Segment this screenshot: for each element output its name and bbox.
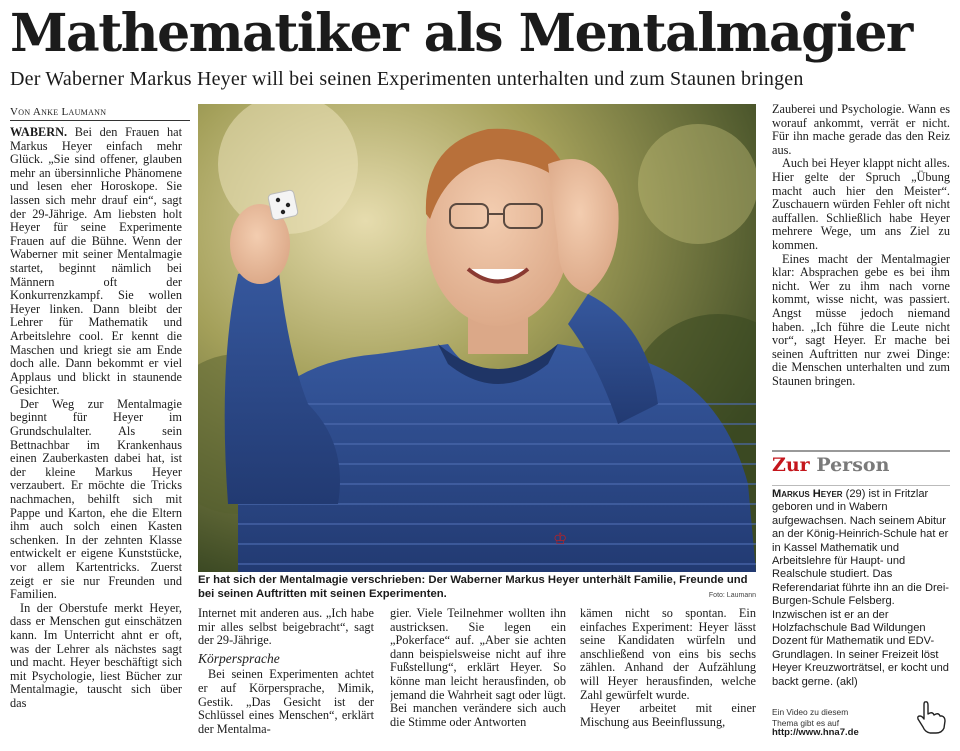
paragraph: In der Oberstufe merkt Heyer, dass er Menschen gut einschätzen kann. Im Unterricht ahnt er oft, was der Lehrer als nächstes sagt und macht. Heyer beschäftigt sich mit Psychologie, liest Bücher zur Mentalmagie, tauscht sich über das (10, 600, 182, 710)
byline: Von Anke Laumann (10, 105, 190, 121)
article-column-3 (390, 607, 566, 751)
paragraph: Bei seinen Experimenten achtet er auf Körpersprache, Mimik, Gestik. „Das Gesicht ist der Schlüssel eines Menschen“, erklärt der Mentalma- (198, 667, 374, 736)
infobox-title-red: Zur (772, 454, 810, 476)
paragraph: Eines macht der Mentalmagier klar: Absprachen gebe es bei ihm nicht. Wer zu ihm nach vorne kommt, wisse nicht, was passiert. Angst müsse jedoch niemand haben. „Ich führe die Leute nicht vor“, sagt Heyer. Er mache bei seinen Auftritten nur zwei Dinge: die Menschen unterhalten und zum Staunen bringen. (772, 251, 950, 388)
video-note-line1: Ein Video zu diesem (772, 707, 849, 717)
subheadline: Der Waberner Markus Heyer will bei seinen Experimenten unterhalten und zum Staunen bringen (10, 68, 804, 90)
paragraph: kämen nicht so spontan. Ein einfaches Experiment: Heyer lässt seine Kandidaten würfeln und anschließend von eins bis sechs zählen. Anhand der Aufzählung will Heyer herausfinden, welche Zahl gewürfelt wurde. (580, 607, 756, 702)
infobox-title-grey: Person (809, 454, 890, 476)
svg-text:♔: ♔ (553, 529, 568, 548)
article-column-4 (580, 607, 756, 751)
section-subhead: Körpersprache (198, 650, 280, 666)
paragraph: Der Weg zur Mentalmagie beginnt für Heyer im Grundschulalter. Als sein Bettnachbar im Krankenhaus einen Zauberkasten dabei hat, ist der kleine Markus Heyer verzaubert. Er möchte die Tricks nachmachen, behilft sich mit Pappe und Karton, ehe die Eltern ihm auch solch einen Kasten schenken. In der zehnten Klasse entwickelt er eigene Kunststücke, vor allem Kartentricks. Zuerst zeigt er sie nur Freunden und Familien. (10, 396, 182, 602)
paragraph: gier. Viele Teilnehmer wollten ihn austricksen. Sie legen ein „Pokerface“ auf. „Aber sie achten dann beispielsweise nicht auf ihre Fußstellung“, erklärt Heyer. So könne man leicht herausfinden, ob jemand die Wahrheit sagt oder lügt. Bei manchen verändere sich auch die Stimme oder Antworten (390, 607, 566, 729)
headline: Mathematiker als Mentalmagier (10, 3, 912, 64)
article-column-1 (10, 126, 182, 751)
paragraph: Zauberei und Psychologie. Wann es worauf ankommt, verrät er nicht. Für ihn mache gerade das den Reiz aus. (772, 103, 950, 157)
paragraph: Auch bei Heyer klappt nicht alles. Hier gelte der Spruch „Übung macht auch hier den Meister“. Zuschauern würden Fehler oft nicht auffallen. Schließlich habe Heyer mehrere Wege, um ans Ziel zu kommen. (772, 156, 950, 252)
paragraph (10, 126, 182, 398)
paragraph: Heyer arbeitet mit einer Mischung aus Beeinflussung, (580, 701, 756, 729)
photo-credit: Foto: Laumann (708, 592, 756, 599)
pointing-hand-icon (915, 700, 947, 734)
photo-caption: Er hat sich der Mentalmagie verschrieben: Der Waberner Markus Heyer unterhält Familie, Freunde und bei seinen Auftritten mit seinen Experimenten. (198, 574, 748, 600)
article-column-2 (198, 607, 374, 751)
dateline: WABERN. (10, 126, 68, 139)
article-photo (198, 104, 756, 572)
video-note (772, 707, 912, 739)
video-link[interactable]: http://www.hna7.de (772, 727, 859, 738)
article-column-5 (772, 103, 950, 448)
video-note-line2: Thema gibt es auf (772, 717, 840, 728)
infobox-name: Markus Heyer (772, 488, 843, 500)
photo-illustration (198, 104, 756, 572)
paragraph-text: Bei den Frauen hat Markus Heyer einfach mehr Glück. „Sie sind offener, glauben mehr an übersinnliche Phänomene und lesen eher Horoskope. Sie lassen sich mehr drauf ein“, sagt der 29-Jährige. Am liebsten holt Heyer für seine Experimente Frauen auf die Bühne. Wenn der Waberner mit seiner Mentalmagie startet, beginnt nämlich bei Männern oft der Konkurrenzkampf. Sie wollen Heyer linken. Dann bleibt der Lehrer für Mathematik und Arbeitslehre cool. Er kennt die Maschen und kriegt sie am Ende doch alle. Dann bekommt er viel Applaus und blickt in staunende Gesichter. (10, 126, 182, 398)
infobox-body (772, 485, 950, 689)
paragraph: Internet mit anderen aus. „Ich habe mir alles selbst beigebracht“, sagt der 29-Jährige. (198, 607, 374, 648)
infobox-title (772, 450, 950, 477)
infobox-text: (29) ist in Fritzlar geboren und in Wabern aufgewachsen. Nach seinem Abitur an der König-Heinrich-Schule hat er in Kassel Mathematik und Arbeitslehre für Haupt- und Realschule studiert. Das Referendariat führte ihn an die Drei-Burgen-Schule Felsberg. Inzwischen ist er an der Holzfachschule Bad Wildungen Dozent für Mathematik und EDV-Grundlagen. In seiner Freizeit löst Heyer Kreuzworträtsel, er kocht und backt gerne. (akl) (772, 488, 949, 688)
